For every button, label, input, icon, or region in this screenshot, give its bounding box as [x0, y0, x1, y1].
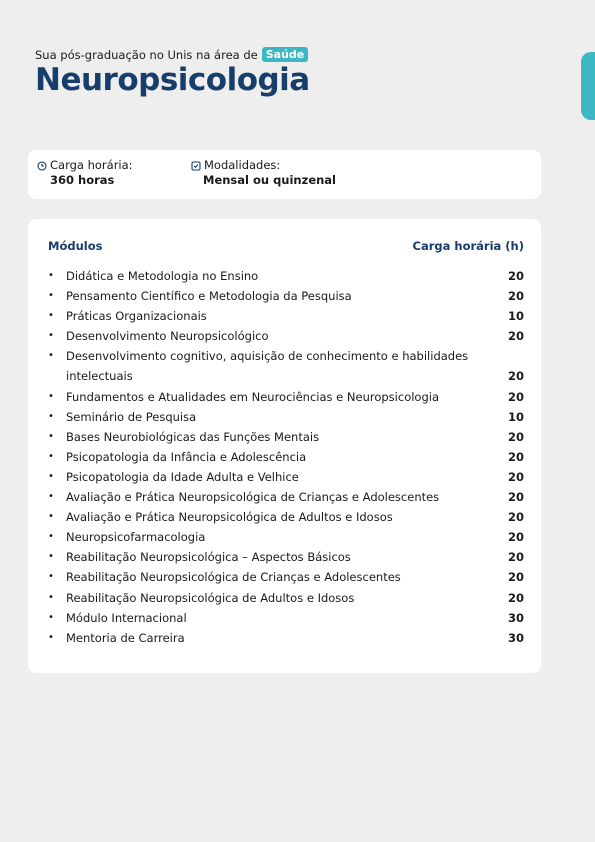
list-item [45, 387, 524, 407]
module-name: Neuropsicofarmacologia [66, 530, 206, 545]
hours-column-header: Carga horária (h) [412, 239, 524, 253]
module-name: Práticas Organizacionais [66, 309, 207, 324]
bullet-icon: • [48, 511, 54, 523]
bullet-icon: • [48, 491, 54, 503]
list-item [45, 527, 524, 547]
modules-list [45, 266, 524, 648]
module-name: Mentoria de Carreira [66, 630, 185, 645]
list-item [45, 447, 524, 467]
list-item [45, 467, 524, 487]
module-name: Pensamento Científico e Metodologia da Pesquisa [66, 289, 352, 304]
module-hours: 10 [507, 409, 524, 424]
list-item [45, 628, 524, 648]
module-hours: 20 [507, 369, 524, 384]
checkbox-icon [191, 160, 201, 170]
list-item [45, 306, 524, 326]
modules-column-header: Módulos [48, 239, 103, 253]
module-name: Reabilitação Neuropsicológica de Adultos e Idosos [66, 590, 355, 605]
module-hours: 20 [507, 429, 524, 444]
bullet-icon: • [48, 410, 54, 422]
list-item [45, 487, 524, 507]
module-hours: 20 [507, 550, 524, 565]
module-name: Módulo Internacional [66, 610, 187, 625]
bullet-icon: • [48, 290, 54, 302]
module-hours: 20 [507, 490, 524, 505]
module-hours: 20 [507, 590, 524, 605]
module-hours: 20 [507, 269, 524, 283]
bullet-icon: • [48, 390, 54, 402]
bullet-icon: • [48, 631, 54, 643]
module-hours: 20 [507, 389, 524, 404]
module-name: Desenvolvimento cognitivo, aquisição de conhecimento e habilidades intelectuais [66, 349, 469, 384]
bullet-icon: • [48, 430, 54, 442]
module-name: Reabilitação Neuropsicológica de Crianças e Adolescentes [66, 570, 401, 585]
bullet-icon: • [48, 330, 54, 342]
bullet-icon: • [48, 591, 54, 603]
list-item [45, 326, 524, 346]
module-name: Psicopatologia da Infância e Adolescência [66, 449, 307, 464]
modality-label: Modalidades: [204, 158, 281, 172]
module-hours: 20 [507, 469, 524, 484]
list-item [45, 547, 524, 567]
bullet-icon: • [48, 551, 54, 563]
module-hours: 20 [507, 329, 524, 344]
page-header [35, 47, 310, 98]
bullet-icon: • [48, 350, 54, 362]
workload-label: Carga horária: [50, 158, 133, 172]
module-name: Fundamentos e Atualidades em Neurociências e Neuropsicologia [66, 389, 439, 404]
module-name: Desenvolvimento Neuropsicológico [66, 329, 269, 344]
module-name: Bases Neurobiológicas das Funções Mentais [66, 429, 320, 444]
module-hours: 10 [507, 309, 524, 324]
clock-icon [37, 160, 47, 170]
workload-info [37, 158, 133, 187]
module-name: Seminário de Pesquisa [66, 409, 197, 424]
module-hours: 20 [507, 570, 524, 585]
module-name: Psicopatologia da Idade Adulta e Velhice [66, 469, 299, 484]
subtitle-text: Sua pós-graduação no Unis na área de [35, 47, 258, 62]
bullet-icon: • [48, 450, 54, 462]
module-name: Avaliação e Prática Neuropsicológica de Adultos e Idosos [66, 510, 393, 525]
module-hours: 30 [507, 630, 524, 645]
info-card [28, 150, 541, 199]
modules-card [28, 219, 541, 673]
list-item [45, 346, 524, 386]
list-item [45, 567, 524, 587]
list-item [45, 588, 524, 608]
subtitle [35, 47, 310, 62]
workload-value: 360 horas [50, 173, 115, 187]
area-tag: Saúde [262, 47, 309, 62]
module-hours: 20 [507, 510, 524, 525]
modality-info [191, 158, 336, 187]
module-hours: 30 [507, 610, 524, 625]
list-item [45, 266, 524, 286]
side-tab [581, 52, 595, 120]
bullet-icon: • [48, 531, 54, 543]
module-hours: 20 [507, 289, 524, 304]
list-item [45, 407, 524, 427]
module-name: Didática e Metodologia no Ensino [66, 269, 259, 283]
module-hours: 20 [507, 530, 524, 545]
modules-header [48, 239, 524, 253]
bullet-icon: • [48, 571, 54, 583]
list-item [45, 427, 524, 447]
module-name: Reabilitação Neuropsicológica – Aspectos Básicos [66, 550, 351, 565]
list-item [45, 286, 524, 306]
bullet-icon: • [48, 310, 54, 322]
list-item [45, 507, 524, 527]
bullet-icon: • [48, 270, 54, 281]
module-name: Avaliação e Prática Neuropsicológica de Crianças e Adolescentes [66, 490, 440, 505]
page-title: Neuropsicologia [35, 62, 310, 98]
bullet-icon: • [48, 611, 54, 623]
modality-value: Mensal ou quinzenal [203, 173, 337, 187]
module-hours: 20 [507, 449, 524, 464]
list-item [45, 608, 524, 628]
bullet-icon: • [48, 470, 54, 482]
